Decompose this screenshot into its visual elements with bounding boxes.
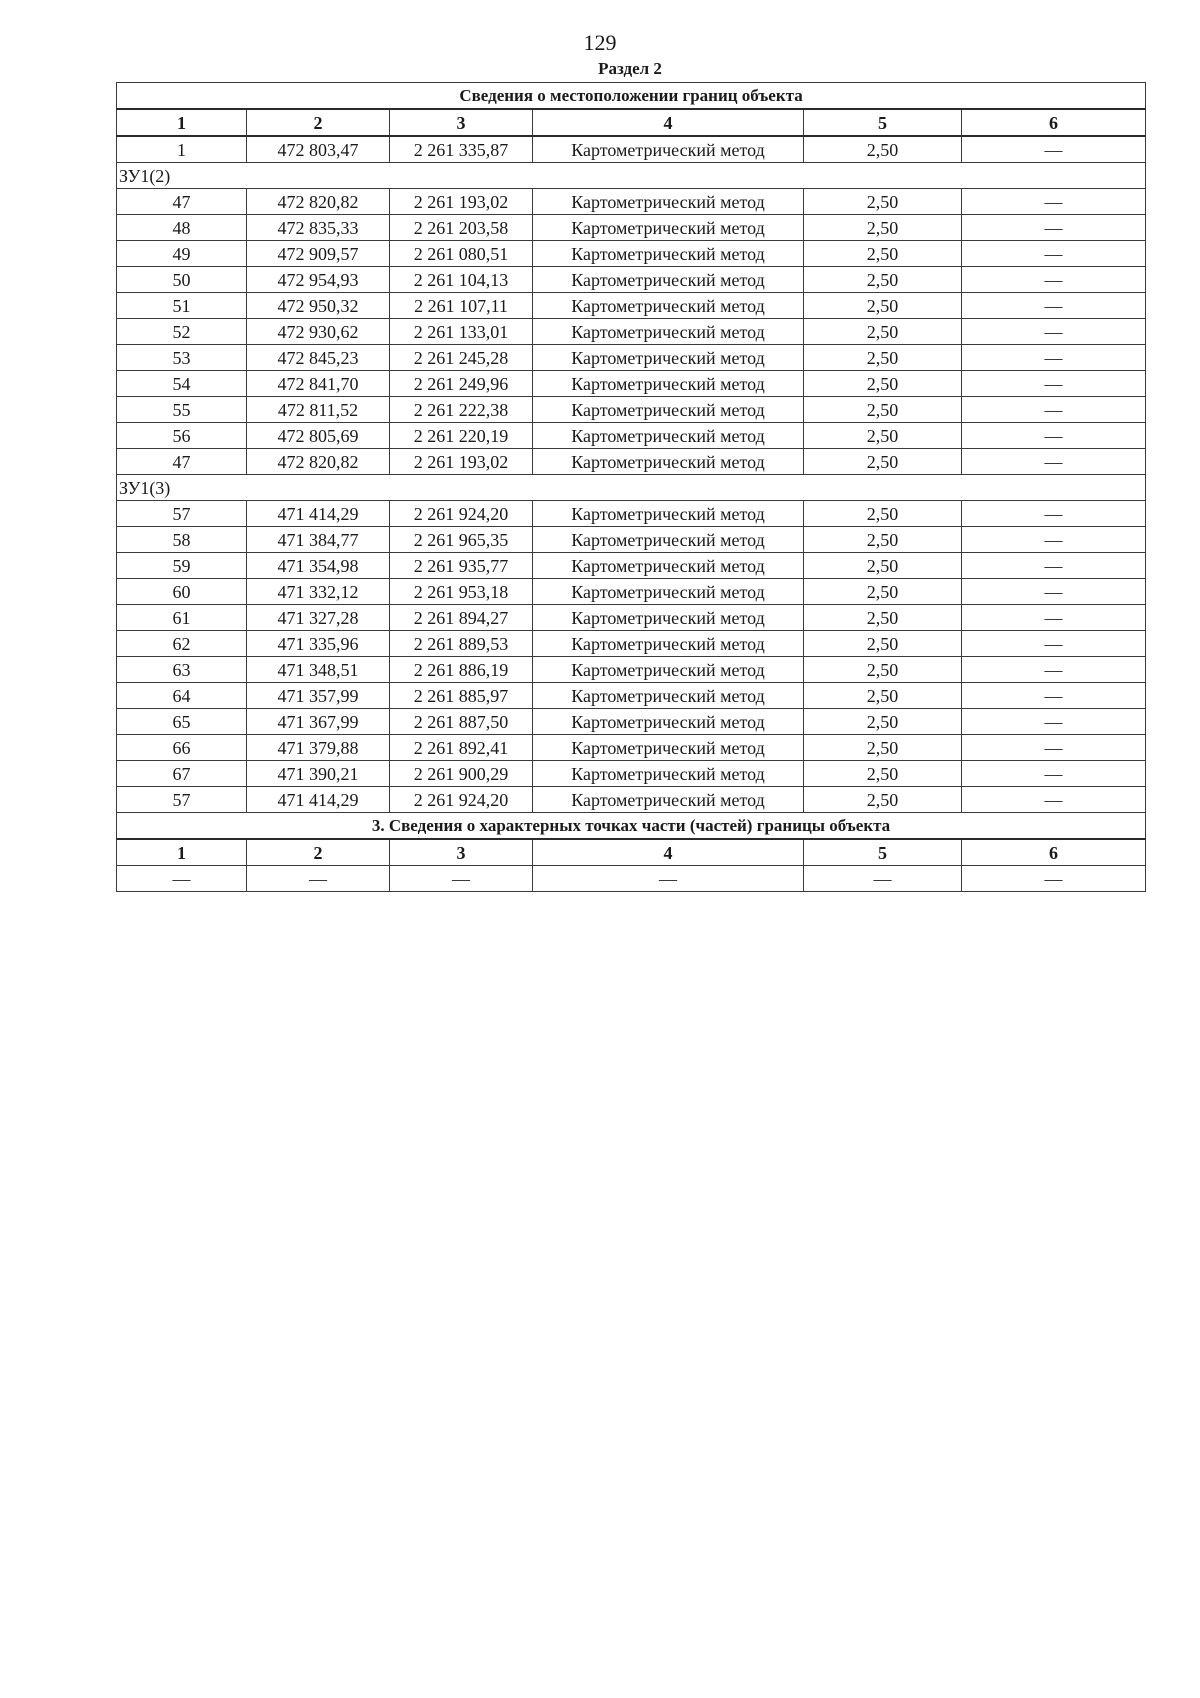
table-cell: 3	[390, 109, 533, 136]
table-cell: 6	[962, 839, 1146, 866]
table-cell: 2,50	[804, 683, 962, 709]
table-cell: Картометрический метод	[533, 319, 804, 345]
table-title: Сведения о местоположении границ объекта	[117, 83, 1146, 110]
table-cell: 471 335,96	[247, 631, 390, 657]
table-cell: Картометрический метод	[533, 293, 804, 319]
table-cell: —	[962, 136, 1146, 163]
table-cell: 471 414,29	[247, 501, 390, 527]
table-cell: Картометрический метод	[533, 397, 804, 423]
table-cell: 4	[533, 839, 804, 866]
table-cell: 53	[117, 345, 247, 371]
table-row	[117, 501, 1146, 527]
table-cell: Картометрический метод	[533, 449, 804, 475]
table-cell: 48	[117, 215, 247, 241]
group-label: ЗУ1(3)	[117, 475, 1146, 501]
table-cell: —	[962, 319, 1146, 345]
table-cell: 2 261 953,18	[390, 579, 533, 605]
table-cell: 58	[117, 527, 247, 553]
table-cell: 2 261 107,11	[390, 293, 533, 319]
table-cell: 471 384,77	[247, 527, 390, 553]
table-cell: 2 261 335,87	[390, 136, 533, 163]
table-row	[117, 709, 1146, 735]
section3-title: 3. Сведения о характерных точках части (частей) границы объекта	[117, 813, 1146, 840]
table-row	[117, 345, 1146, 371]
boundary-table-body	[117, 83, 1146, 892]
table-cell: 2,50	[804, 787, 962, 813]
table-cell: 2,50	[804, 423, 962, 449]
table-cell: 49	[117, 241, 247, 267]
boundary-table	[116, 82, 1146, 892]
table-cell: 2,50	[804, 397, 962, 423]
table-cell: 59	[117, 553, 247, 579]
table-cell: 472 909,57	[247, 241, 390, 267]
table-cell: 472 820,82	[247, 449, 390, 475]
table-row	[117, 267, 1146, 293]
table-cell: 1	[117, 839, 247, 866]
table-cell: Картометрический метод	[533, 241, 804, 267]
table-row	[117, 866, 1146, 892]
table-cell: 2 261 935,77	[390, 553, 533, 579]
table-row	[117, 397, 1146, 423]
page-number: 129	[583, 30, 617, 55]
table-cell: 5	[804, 839, 962, 866]
table-cell: 472 820,82	[247, 189, 390, 215]
table-cell: 2 261 080,51	[390, 241, 533, 267]
table-row	[117, 787, 1146, 813]
table-row	[117, 136, 1146, 163]
table-cell: 2 261 965,35	[390, 527, 533, 553]
table-cell: 2,50	[804, 136, 962, 163]
table-cell: 2 261 133,01	[390, 319, 533, 345]
section3-title-row	[117, 813, 1146, 840]
table-cell: 54	[117, 371, 247, 397]
table-cell: 2 261 924,20	[390, 787, 533, 813]
table-cell: 471 354,98	[247, 553, 390, 579]
table-cell: 52	[117, 319, 247, 345]
table-cell: 2 261 894,27	[390, 605, 533, 631]
table-cell: Картометрический метод	[533, 761, 804, 787]
table-cell: 2 261 193,02	[390, 189, 533, 215]
table-cell: 2	[247, 839, 390, 866]
table-cell: Картометрический метод	[533, 735, 804, 761]
table-row	[117, 423, 1146, 449]
table-cell: 2,50	[804, 319, 962, 345]
table-cell: 2 261 245,28	[390, 345, 533, 371]
table-cell: 2,50	[804, 267, 962, 293]
table-cell: 2 261 193,02	[390, 449, 533, 475]
table-cell: Картометрический метод	[533, 215, 804, 241]
table-cell: 472 845,23	[247, 345, 390, 371]
table-cell: 471 348,51	[247, 657, 390, 683]
table-cell: 2,50	[804, 579, 962, 605]
table-cell: 63	[117, 657, 247, 683]
table-cell: —	[962, 423, 1146, 449]
table-cell: Картометрический метод	[533, 371, 804, 397]
table-cell: 2 261 220,19	[390, 423, 533, 449]
table-cell: Картометрический метод	[533, 787, 804, 813]
table-row	[117, 189, 1146, 215]
table-cell: 66	[117, 735, 247, 761]
table-cell: —	[962, 189, 1146, 215]
table-cell: 57	[117, 501, 247, 527]
table-cell: Картометрический метод	[533, 189, 804, 215]
table-cell: —	[962, 449, 1146, 475]
table-cell: 2 261 892,41	[390, 735, 533, 761]
table-cell: 472 841,70	[247, 371, 390, 397]
table-cell: 2 261 886,19	[390, 657, 533, 683]
table-cell: 2 261 889,53	[390, 631, 533, 657]
table-row	[117, 735, 1146, 761]
table-cell: 2,50	[804, 553, 962, 579]
table-cell: 2,50	[804, 215, 962, 241]
table-cell: 47	[117, 189, 247, 215]
table-cell: —	[804, 866, 962, 892]
table-cell: 62	[117, 631, 247, 657]
table-cell: Картометрический метод	[533, 345, 804, 371]
table-cell: Картометрический метод	[533, 683, 804, 709]
table-cell: —	[962, 787, 1146, 813]
table-cell: 51	[117, 293, 247, 319]
table-cell: —	[962, 761, 1146, 787]
table-cell: 2,50	[804, 709, 962, 735]
table-cell: 472 930,62	[247, 319, 390, 345]
table-cell: 2,50	[804, 605, 962, 631]
table-cell: 2,50	[804, 735, 962, 761]
table-cell: —	[962, 553, 1146, 579]
table-cell: —	[390, 866, 533, 892]
table-cell: 2 261 900,29	[390, 761, 533, 787]
table-cell: —	[962, 345, 1146, 371]
table-cell: Картометрический метод	[533, 267, 804, 293]
table-cell: 50	[117, 267, 247, 293]
table-row	[117, 241, 1146, 267]
table-cell: —	[962, 866, 1146, 892]
table-row	[117, 371, 1146, 397]
table-cell: 2,50	[804, 449, 962, 475]
table-cell: —	[962, 631, 1146, 657]
table-cell: Картометрический метод	[533, 657, 804, 683]
table-cell: 2,50	[804, 657, 962, 683]
table-cell: 472 805,69	[247, 423, 390, 449]
table-cell: —	[962, 683, 1146, 709]
table-cell: —	[962, 735, 1146, 761]
table-cell: Картометрический метод	[533, 709, 804, 735]
table-cell: 60	[117, 579, 247, 605]
table-row	[117, 293, 1146, 319]
table-cell: 2,50	[804, 527, 962, 553]
table-cell: —	[247, 866, 390, 892]
table-cell: 3	[390, 839, 533, 866]
section-label: Раздел 2	[598, 59, 662, 78]
table-cell: 2	[247, 109, 390, 136]
table-cell: Картометрический метод	[533, 631, 804, 657]
table-cell: 55	[117, 397, 247, 423]
table-row	[117, 215, 1146, 241]
table-cell: 67	[117, 761, 247, 787]
table-cell: —	[962, 579, 1146, 605]
table-cell: 2 261 104,13	[390, 267, 533, 293]
table-row	[117, 579, 1146, 605]
column-header-row	[117, 109, 1146, 136]
table-cell: 471 357,99	[247, 683, 390, 709]
table-cell: 471 390,21	[247, 761, 390, 787]
table-cell: 56	[117, 423, 247, 449]
table-cell: 2 261 887,50	[390, 709, 533, 735]
table-row	[117, 761, 1146, 787]
table-cell: 2,50	[804, 631, 962, 657]
table-cell: 472 803,47	[247, 136, 390, 163]
table-cell: 471 379,88	[247, 735, 390, 761]
table-row	[117, 631, 1146, 657]
table-cell: 61	[117, 605, 247, 631]
table-row	[117, 319, 1146, 345]
table-cell: —	[962, 397, 1146, 423]
table-cell: 2 261 203,58	[390, 215, 533, 241]
table-cell: 64	[117, 683, 247, 709]
table-cell: 2,50	[804, 345, 962, 371]
table-cell: 471 332,12	[247, 579, 390, 605]
table-cell: —	[962, 709, 1146, 735]
table-title-row	[117, 83, 1146, 110]
table-cell: 1	[117, 136, 247, 163]
section3-header-row	[117, 839, 1146, 866]
table-cell: —	[962, 215, 1146, 241]
table-cell: 471 414,29	[247, 787, 390, 813]
group-label-row	[117, 475, 1146, 501]
table-cell: —	[962, 657, 1146, 683]
table-cell: —	[962, 527, 1146, 553]
table-cell: —	[962, 293, 1146, 319]
table-cell: 2,50	[804, 371, 962, 397]
table-cell: —	[533, 866, 804, 892]
table-cell: Картометрический метод	[533, 423, 804, 449]
table-cell: Картометрический метод	[533, 579, 804, 605]
group-label-row	[117, 163, 1146, 189]
group-label: ЗУ1(2)	[117, 163, 1146, 189]
table-cell: Картометрический метод	[533, 501, 804, 527]
table-cell: —	[962, 371, 1146, 397]
table-cell: 4	[533, 109, 804, 136]
table-cell: 2 261 222,38	[390, 397, 533, 423]
table-cell: —	[962, 241, 1146, 267]
table-cell: 47	[117, 449, 247, 475]
table-cell: 65	[117, 709, 247, 735]
table-cell: 2 261 885,97	[390, 683, 533, 709]
table-row	[117, 449, 1146, 475]
table-cell: Картометрический метод	[533, 136, 804, 163]
table-row	[117, 683, 1146, 709]
table-row	[117, 553, 1146, 579]
table-cell: 57	[117, 787, 247, 813]
table-cell: 2,50	[804, 189, 962, 215]
table-row	[117, 527, 1146, 553]
table-cell: 5	[804, 109, 962, 136]
table-row	[117, 657, 1146, 683]
table-cell: 6	[962, 109, 1146, 136]
table-cell: 2 261 249,96	[390, 371, 533, 397]
table-cell: 1	[117, 109, 247, 136]
table-cell: 472 811,52	[247, 397, 390, 423]
table-cell: 472 954,93	[247, 267, 390, 293]
table-row	[117, 605, 1146, 631]
table-cell: —	[962, 501, 1146, 527]
table-cell: 472 835,33	[247, 215, 390, 241]
table-cell: —	[962, 605, 1146, 631]
table-cell: 2,50	[804, 293, 962, 319]
table-cell: —	[117, 866, 247, 892]
table-cell: 2,50	[804, 241, 962, 267]
table-cell: Картометрический метод	[533, 605, 804, 631]
table-cell: 2,50	[804, 761, 962, 787]
table-cell: 472 950,32	[247, 293, 390, 319]
table-cell: Картометрический метод	[533, 527, 804, 553]
table-cell: Картометрический метод	[533, 553, 804, 579]
table-cell: 2,50	[804, 501, 962, 527]
table-cell: 471 367,99	[247, 709, 390, 735]
table-cell: 2 261 924,20	[390, 501, 533, 527]
table-cell: 471 327,28	[247, 605, 390, 631]
table-cell: —	[962, 267, 1146, 293]
